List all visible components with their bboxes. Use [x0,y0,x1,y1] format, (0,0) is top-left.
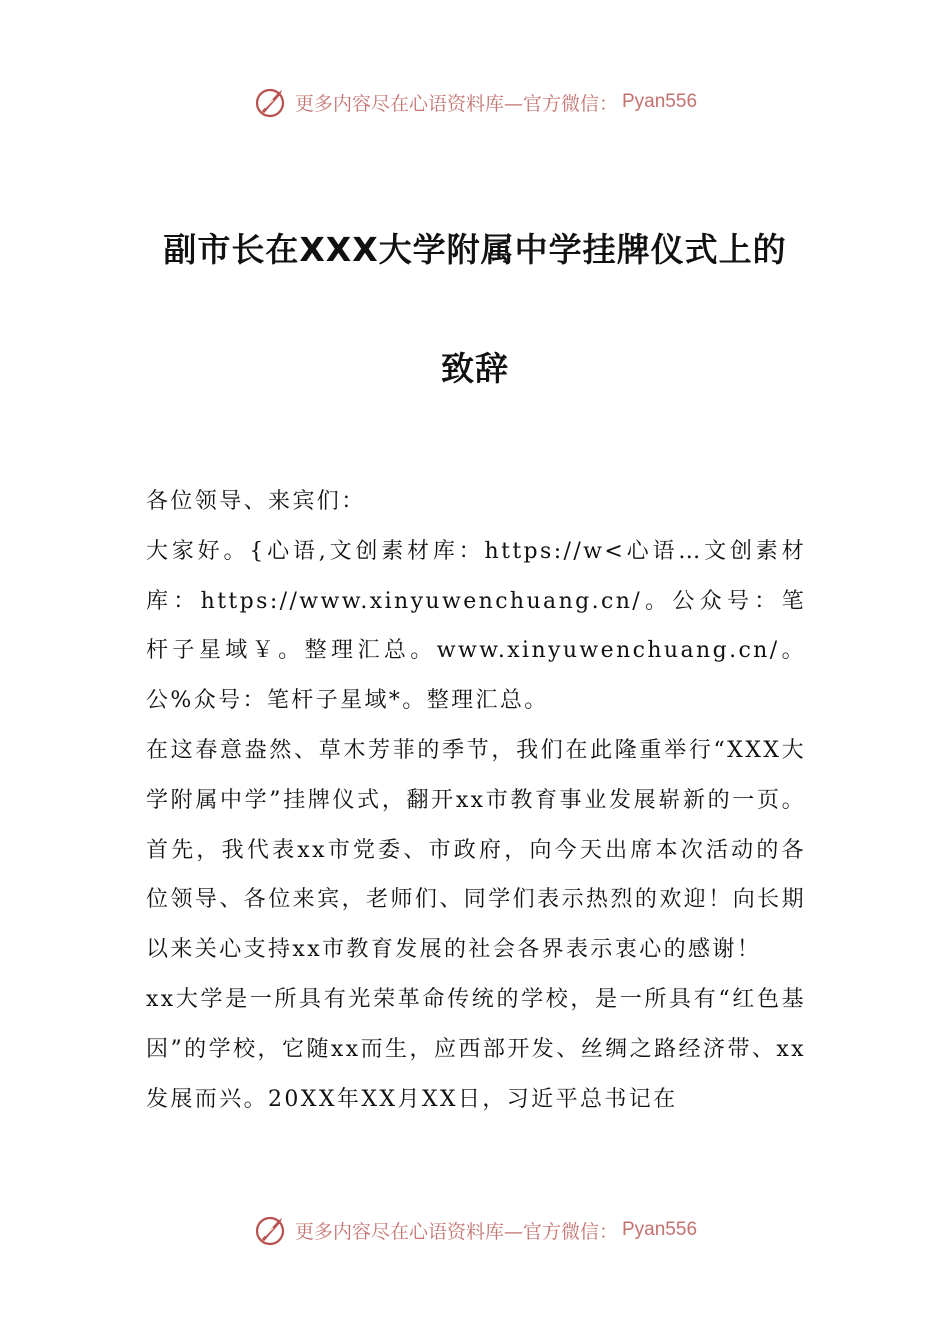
document-title-line1: 副市长在XXX大学附属中学挂牌仪式上的 [163,230,787,269]
paragraph-university: xx大学是一所具有光荣革命传统的学校，是一所具有“红色基因”的学校，它随xx而生，应西部开发、丝绸之路经济带、xx发展而兴。20XX年XX月XX日，习近平总书记在 [146,986,806,1112]
header-banner [0,82,950,122]
paragraph-greeting: 大家好。{心语,文创素材库：https://w<心语…文创素材库：https://www.xinyuwenchuang.cn/。公众号：笔杆子星域￥。整理汇总。www.xinyuwenchuang.cn/。公%众号：笔杆子星域*。整理汇总。 [146,538,806,714]
document-title-line2: 致辞 [441,349,509,388]
footer-banner [0,1210,950,1250]
footer-banner-handle: Pyan556 [622,1219,698,1240]
quill-pen-circle-icon [253,1212,289,1248]
paragraph-salutation: 各位领导、来宾们： [146,489,366,514]
header-banner-handle: Pyan556 [622,91,698,112]
quill-pen-circle-icon [253,84,289,120]
footer-banner-text: 更多内容尽在心语资料库—官方微信： [294,1220,618,1243]
paragraph-opening: 在这春意盎然、草木芳菲的季节，我们在此隆重举行“XXX大学附属中学”挂牌仪式，翻开xx市教育事业发展崭新的一页。首先，我代表xx市党委、市政府，向今天出席本次活动的各位领导、各位来宾，老师们、同学们表示热烈的欢迎！向长期以来关心支持xx市教育发展的社会各界表示衷心的感谢！ [146,737,806,963]
header-banner-text: 更多内容尽在心语资料库—官方微信： [294,92,618,115]
document-body [146,477,806,1124]
